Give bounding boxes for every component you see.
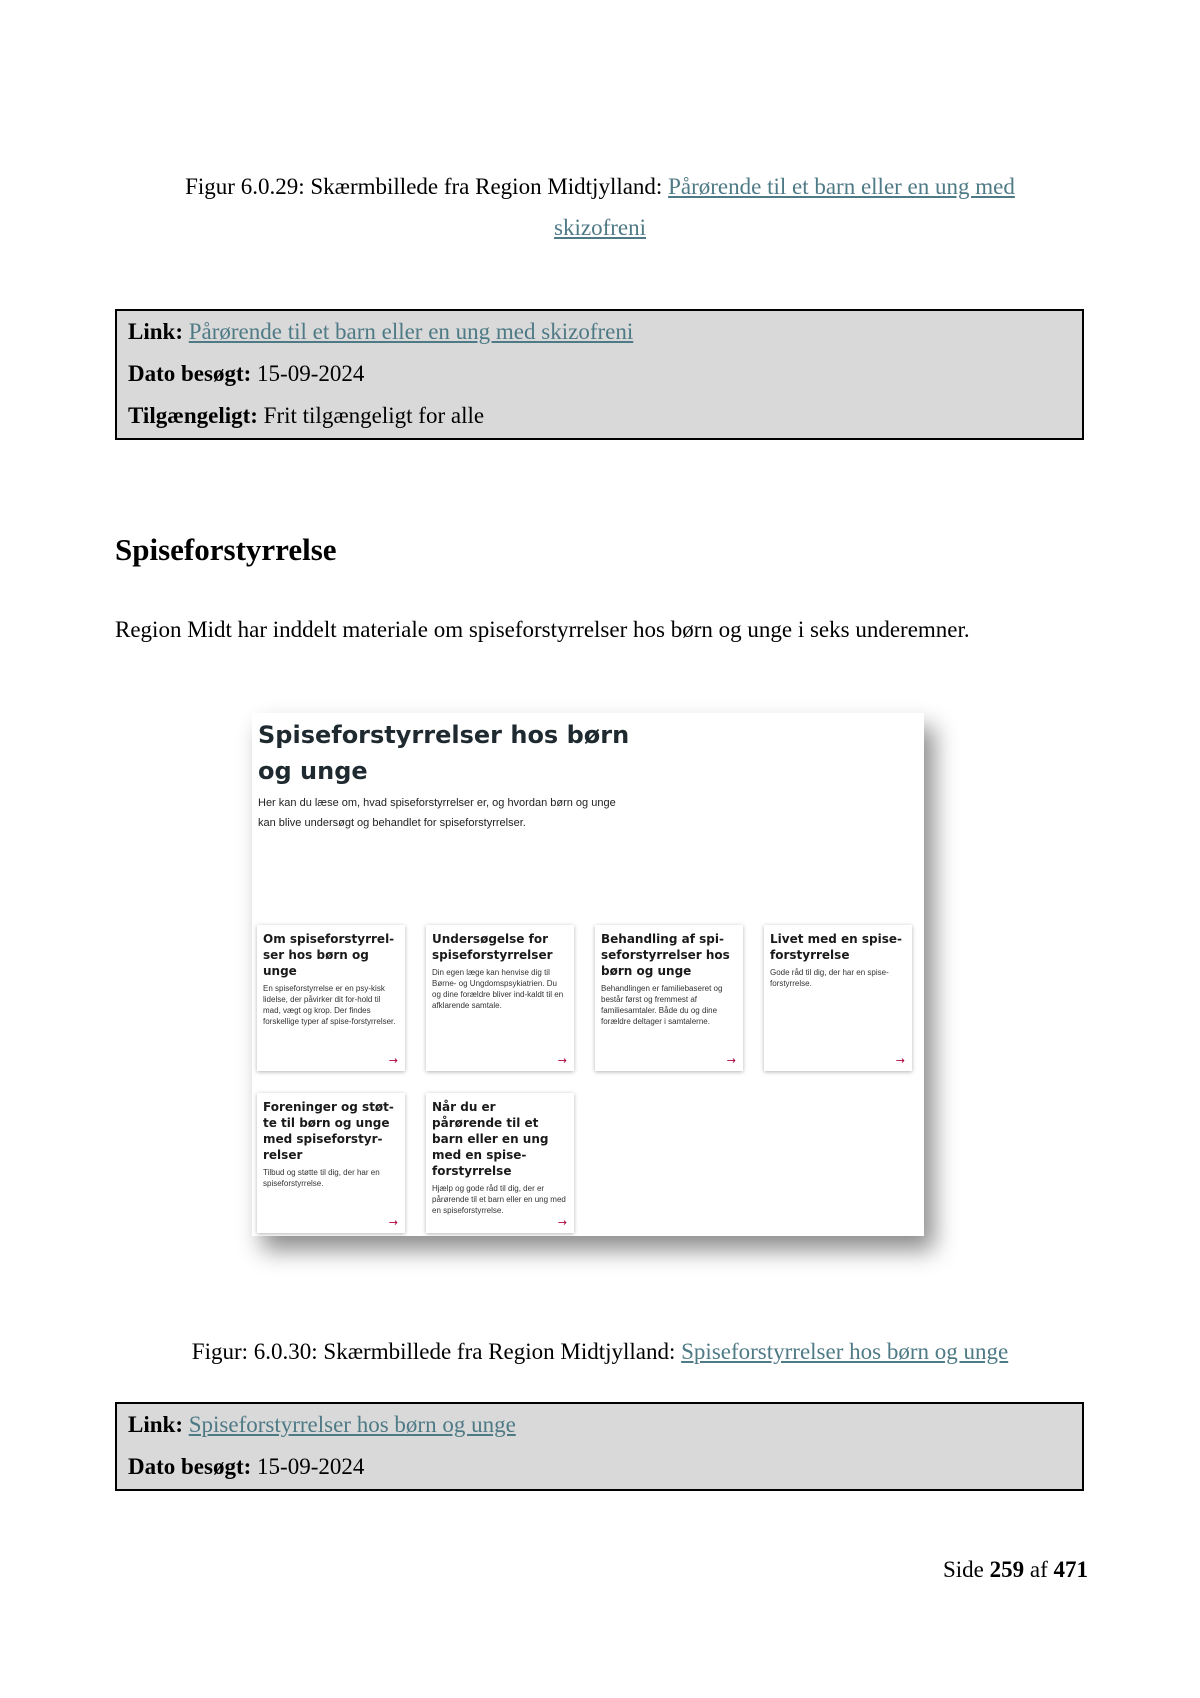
topic-card[interactable] bbox=[257, 925, 405, 1071]
card-description: Din egen læge kan henvise dig til Børne- og Ungdomspsykiatrien. Du og dine forældre bliver ind-kaldt til en afklarende samtale. bbox=[432, 968, 564, 1010]
caption-link[interactable]: Spiseforstyrrelser hos børn og unge bbox=[681, 1339, 1009, 1364]
card-description: Gode råd til dig, der har en spise-forstyrrelse. bbox=[770, 968, 889, 988]
topic-card[interactable] bbox=[595, 925, 743, 1071]
topic-card[interactable] bbox=[426, 1093, 574, 1233]
link-label: Link: bbox=[128, 1412, 183, 1437]
arrow-right-icon: → bbox=[557, 1054, 567, 1067]
section-heading: Spiseforstyrrelse bbox=[115, 532, 337, 567]
source-link[interactable]: Pårørende til et barn eller en ung med skizofreni bbox=[188, 319, 634, 344]
arrow-right-icon: → bbox=[726, 1054, 736, 1067]
access-row bbox=[128, 395, 1082, 437]
card-title: Foreninger og støt-te til børn og unge med spiseforstyr-relser bbox=[263, 1100, 394, 1162]
link-label: Link: bbox=[128, 319, 183, 344]
website-screenshot bbox=[252, 713, 924, 1236]
card-description: En spiseforstyrrelse er en psy-kisk lidelse, der påvirker dit for-hold til mad, vægt og krop. Der findes forskellige typer af spise-forstyrrelser. bbox=[263, 984, 396, 1026]
link-row bbox=[128, 1404, 1082, 1446]
arrow-right-icon: → bbox=[388, 1054, 398, 1067]
date-value: 15-09-2024 bbox=[257, 361, 365, 386]
caption-prefix: Figur 6.0.29: Skærmbillede fra Region Midtjylland: bbox=[185, 174, 669, 199]
arrow-right-icon: → bbox=[557, 1216, 567, 1229]
date-label: Dato besøgt: bbox=[128, 361, 252, 386]
page-number: Side 259 af 471 bbox=[942, 1557, 1088, 1582]
date-value: 15-09-2024 bbox=[257, 1454, 365, 1479]
figure-caption-6-0-30 bbox=[115, 1331, 1085, 1372]
date-row bbox=[128, 1446, 1082, 1488]
date-label: Dato besøgt: bbox=[128, 1454, 252, 1479]
arrow-right-icon: → bbox=[388, 1216, 398, 1229]
source-info-box bbox=[115, 309, 1084, 440]
topic-card[interactable] bbox=[426, 925, 574, 1071]
link-row bbox=[128, 311, 1082, 353]
screenshot-page-title: Spiseforstyrrelser hos børn og unge bbox=[258, 721, 630, 785]
topic-card[interactable] bbox=[257, 1093, 405, 1233]
screenshot-lead-text: Her kan du læse om, hvad spiseforstyrrelser er, og hvordan børn og unge kan blive undersøgt og behandlet for spiseforstyrrelser. bbox=[258, 797, 616, 829]
topic-card[interactable] bbox=[764, 925, 912, 1071]
card-description: Behandlingen er familiebaseret og består først og fremmest af familiesamtaler. Både du og dine forældre deltager i samtalerne. bbox=[601, 984, 723, 1026]
source-info-box bbox=[115, 1402, 1084, 1491]
source-link[interactable]: Spiseforstyrrelser hos børn og unge bbox=[188, 1412, 516, 1437]
section-intro: Region Midt har inddelt materiale om spiseforstyrrelser hos børn og unge i seks underemner. bbox=[115, 617, 970, 642]
card-description: Hjælp og gode råd til dig, der er pårørende til et barn eller en ung med en spiseforstyrrelse. bbox=[432, 1184, 566, 1215]
card-title: Undersøgelse for spiseforstyrrelser bbox=[432, 932, 553, 962]
access-value: Frit tilgængeligt for alle bbox=[263, 403, 485, 428]
figure-caption-6-0-29 bbox=[115, 166, 1085, 248]
arrow-right-icon: → bbox=[895, 1054, 905, 1067]
card-title: Livet med en spise-forstyrrelse bbox=[770, 932, 903, 962]
card-title: Behandling af spi-seforstyrrelser hos børn og unge bbox=[601, 932, 730, 978]
access-label: Tilgængeligt: bbox=[128, 403, 258, 428]
caption-prefix: Figur: 6.0.30: Skærmbillede fra Region Midtjylland: bbox=[191, 1339, 682, 1364]
card-description: Tilbud og støtte til dig, der har en spiseforstyrrelse. bbox=[263, 1168, 380, 1188]
card-title: Når du er pårørende til et barn eller en ung med en spise-forstyrrelse bbox=[432, 1100, 549, 1178]
date-row bbox=[128, 353, 1082, 395]
card-title: Om spiseforstyrrel-ser hos børn og unge bbox=[263, 932, 395, 978]
caption-link[interactable]: Pårørende til et barn eller en ung med skizofreni bbox=[554, 174, 1015, 240]
